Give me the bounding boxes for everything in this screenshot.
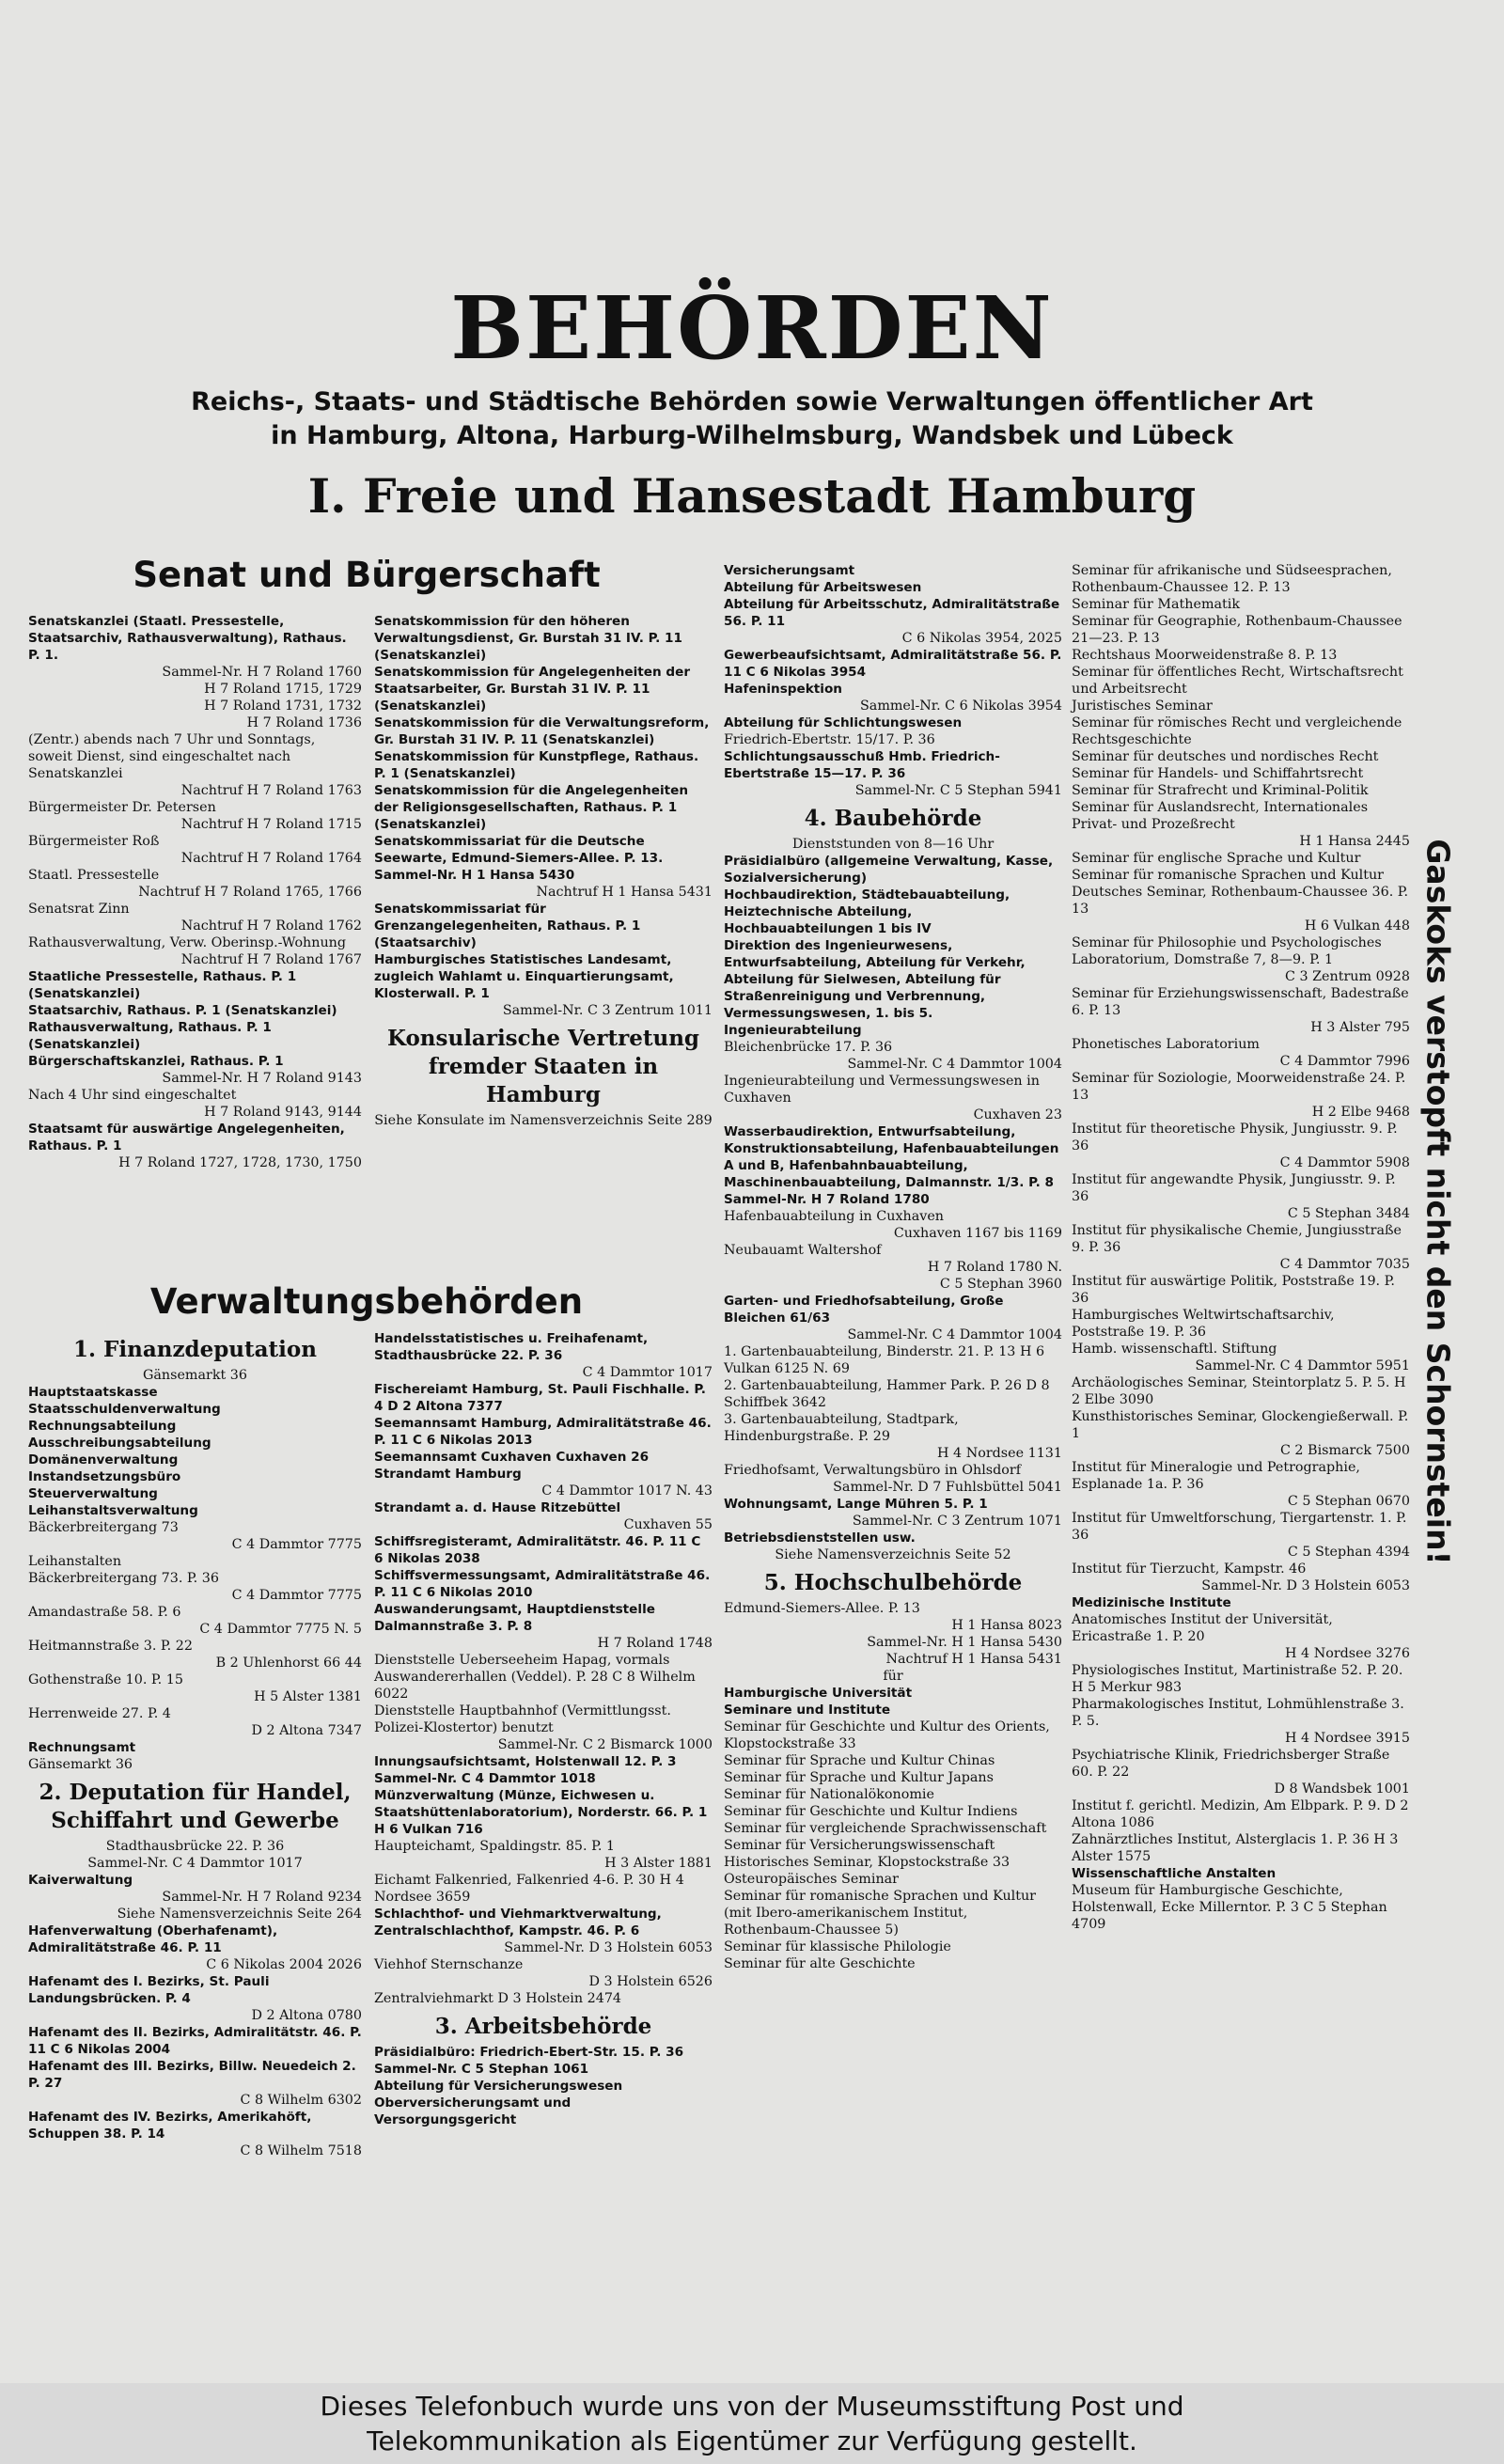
directory-entry: Nachtruf H 7 Roland 1715 [180,817,362,832]
directory-entry: Gänsemarkt 36 [142,1368,247,1383]
directory-entry: Sammel-Nr. C 4 Dammtor 1017 [87,1856,303,1871]
directory-entry: Instandsetzungsbüro [28,1469,181,1484]
directory-entry: Cuxhaven 55 [623,1517,713,1532]
directory-entry: Edmund-Siemers-Allee. P. 13 [724,1601,920,1616]
directory-entry: Kunsthistorisches Seminar, Glockengießerwall. P. 1 [1072,1409,1413,1441]
directory-entry: Senatskommission für die Angelegenheiten der Religionsgesellschaften, Rathaus. P. 1 (Senatskanzlei) [374,783,693,832]
directory-entry: Abteilung für Arbeitswesen [724,580,922,595]
directory-entry: C 4 Dammtor 1017 [582,1365,713,1380]
directory-entry: Seminar für Geschichte und Kultur des Orients, Klopstockstraße 33 [724,1719,1055,1751]
directory-entry: Archäologisches Seminar, Steintorplatz 5. P. 5. H 2 Elbe 3090 [1072,1375,1411,1407]
directory-entry: H 7 Roland 1727, 1728, 1730, 1750 [118,1155,362,1170]
directory-entry: Seminar für Sprache und Kultur Japans [724,1770,994,1785]
directory-entry: Heitmannstraße 3. P. 22 [28,1639,193,1654]
directory-entry: Sammel-Nr. C 5 Stephan 5941 [854,783,1062,798]
directory-entry: Seminar für Versicherungswissenschaft [724,1838,995,1853]
directory-entry: Senatskommissariat für die Deutsche Seewarte, Edmund-Siemers-Allee. P. 13. Sammel-Nr. H 1 Hansa 5430 [374,834,668,883]
directory-entry: Seminar für deutsches und nordisches Recht [1072,749,1379,764]
directory-entry: für [883,1669,903,1684]
column-verwaltung-right [374,1330,716,2128]
footer-notice [0,2383,1504,2464]
directory-entry: Seemannsamt Cuxhaven Cuxhaven 26 [374,1450,650,1465]
directory-entry: D 8 Wandsbek 1001 [1274,1781,1410,1797]
directory-entry: Sammel-Nr. D 3 Holstein 6053 [504,1940,713,1955]
directory-entry: Seminar für Auslandsrecht, Internationales Privat- und Prozeßrecht [1072,800,1372,832]
directory-entry: Nachtruf H 7 Roland 1762 [180,918,362,934]
directory-entry: Schiffsregisteramt, Admiralitätstr. 46. P. 11 C 6 Nikolas 2038 [374,1534,706,1566]
directory-entry: Gewerbeaufsichtsamt, Admiralitätstraße 56. P. 11 C 6 Nikolas 3954 [724,648,1067,680]
directory-entry: Strandamt a. d. Hause Ritzebüttel [374,1500,621,1515]
directory-entry: H 7 Roland 1715, 1729 [204,682,362,697]
directory-entry: Nachtruf H 7 Roland 1767 [180,952,362,967]
directory-entry: Wissenschaftliche Anstalten [1072,1866,1277,1881]
directory-entry: Phonetisches Laboratorium [1072,1037,1260,1052]
heading-verwaltung: Verwaltungsbehörden [149,1281,584,1322]
page-title: BEHÖRDEN [450,277,1054,379]
directory-entry: Sammel-Nr. C 2 Bismarck 1000 [497,1737,713,1752]
directory-entry: Osteuropäisches Seminar [724,1872,900,1887]
directory-entry: Schlachthof- und Viehmarktverwaltung, Zentralschlachthof, Kampstr. 46. P. 6 [374,1907,666,1938]
directory-entry: Neubauamt Waltershof [724,1243,882,1258]
directory-entry: Institut für theoretische Physik, Jungiusstr. 9. P. 36 [1072,1122,1402,1154]
directory-entry: H 4 Nordsee 3276 [1285,1646,1410,1661]
subtitle-line-1: Reichs-, Staats- und Städtische Behörden sowie Verwaltungen öffentlicher Art [191,387,1313,416]
directory-entry: Seminar für Strafrecht und Kriminal-Politik [1072,783,1369,798]
directory-entry: Institut für auswärtige Politik, Poststraße 19. P. 36 [1072,1274,1400,1306]
directory-entry: C 4 Dammtor 7775 N. 5 [199,1622,362,1637]
directory-entry: Rathausverwaltung, Rathaus. P. 1 (Senatskanzlei) [28,1020,276,1052]
directory-entry: Seminar für afrikanische und Südseesprachen, Rothenbaum-Chaussee 12. P. 13 [1072,563,1397,595]
directory-entry: Hafenbauabteilung in Cuxhaven [724,1209,944,1224]
directory-entry: Seminar für Philosophie und Psychologisches Laboratorium, Domstraße 7, 8—9. P. 1 [1072,935,1386,967]
footer-line-1: Dieses Telefonbuch wurde uns von der Museumsstiftung Post und [320,2391,1184,2422]
directory-entry: H 1 Hansa 2445 [1299,834,1410,849]
directory-entry: Institut für Mineralogie und Petrographie, Esplanade 1a. P. 36 [1072,1460,1365,1492]
directory-entry: Abteilung für Arbeitsschutz, Admiralitätstraße 56. P. 11 [724,597,1065,629]
directory-entry: Hamburgisches Statistisches Landesamt, zugleich Wahlamt u. Einquartierungsamt, Klosterwall. P. 1 [374,952,679,1001]
directory-entry: Deutsches Seminar, Rothenbaum-Chaussee 36. P. 13 [1072,885,1413,917]
directory-entry: Seminar für vergleichende Sprachwissenschaft [724,1821,1047,1836]
column-senat-left [28,613,362,1171]
directory-entry: H 1 Hansa 8023 [951,1618,1062,1633]
directory-entry: C 8 Wilhelm 6302 [240,2093,362,2108]
subtitle-line-2: in Hamburg, Altona, Harburg-Wilhelmsburg, Wandsbek und Lübeck [271,421,1233,450]
directory-entry: Staatsschuldenverwaltung [28,1402,221,1417]
directory-entry: Abteilung für Versicherungswesen Oberversicherungsamt und Versorgungsgericht [374,2079,627,2127]
directory-entry: Seminar für römisches Recht und vergleichende Rechtsgeschichte [1072,715,1406,747]
directory-entry: Dienststelle Ueberseeheim Hapag, vormals Auswandererhallen (Veddel). P. 28 C 8 Wilhelm 6022 [374,1653,700,1702]
directory-entry: Rathausverwaltung, Verw. Oberinsp.-Wohnung [28,935,347,950]
directory-entry: Historisches Seminar, Klopstockstraße 33 [724,1855,1010,1870]
directory-entry: Hafenamt des I. Bezirks, St. Pauli Landungsbrücken. P. 4 [28,1974,274,2006]
directory-entry: Zahnärztliches Institut, Alsterglacis 1. P. 36 H 3 Alster 1575 [1072,1832,1402,1864]
directory-entry: C 4 Dammtor 7035 [1279,1257,1410,1272]
directory-entry: Dienststunden von 8—16 Uhr [791,837,995,852]
directory-entry: Institut für angewandte Physik, Jungiusstr. 9. P. 36 [1072,1172,1401,1204]
column-right [1072,562,1414,1933]
directory-entry: Betriebsdienststellen usw. [724,1530,916,1546]
directory-entry: Hamburgisches Weltwirtschaftsarchiv, Poststraße 19. P. 36 [1072,1308,1340,1340]
directory-entry: C 8 Wilhelm 7518 [240,2143,362,2158]
directory-entry: Kaiverwaltung [28,1873,133,1888]
directory-entry: Nachtruf H 7 Roland 1765, 1766 [138,885,362,900]
directory-entry: C 6 Nikolas 2004 2026 [206,1957,362,1972]
directory-entry: Bäckerbreitergang 73. P. 36 [28,1571,219,1586]
directory-entry: Nachtruf H 1 Hansa 5431 [885,1652,1062,1667]
directory-entry: Seminar für romanische Sprachen und Kultur (mit Ibero-amerikanischem Institut, Rothenbaum-Chaussee 5) [724,1889,1041,1938]
directory-entry: Seminar für klassische Philologie [724,1939,951,1954]
directory-entry: 2. Gartenbauabteilung, Hammer Park. P. 26 D 8 Schiffbek 3642 [724,1378,1055,1410]
directory-entry: (Zentr.) abends nach 7 Uhr und Sonntags, soweit Dienst, sind eingeschaltet nach Senatskanzlei [28,732,320,781]
directory-entry: Direktion des Ingenieurwesens, Entwurfsabteilung, Abteilung für Verkehr, Abteilung für Sielwesen, Abteilung für Straßenreinigung und Verbrennung, Vermessungswesen, 1. bis 5. Ingenieurabteilung [724,938,1030,1038]
directory-entry: Sammel-Nr. H 7 Roland 1760 [162,665,362,680]
section-title: I. Freie und Hansestadt Hamburg [307,468,1197,524]
column-middle [724,562,1067,1972]
directory-entry: B 2 Uhlenhorst 66 44 [215,1656,362,1671]
directory-entry: Seminar für alte Geschichte [724,1956,916,1971]
directory-entry: Seminar für Geschichte und Kultur Indiens [724,1804,1018,1819]
subsection-heading: 3. Arbeitsbehörde [434,2014,652,2039]
directory-entry: Staatl. Pressestelle [28,868,160,883]
directory-entry: Eichamt Falkenried, Falkenried 4-6. P. 30 H 4 Nordsee 3659 [374,1873,689,1905]
directory-entry: Seminar für Mathematik [1072,597,1241,612]
directory-entry: Sammel-Nr. D 7 Fuhlsbüttel 5041 [833,1480,1062,1495]
directory-entry: H 3 Alster 795 [1310,1020,1410,1035]
directory-entry: H 5 Alster 1381 [254,1689,362,1704]
directory-entry: Institut für Tierzucht, Kampstr. 46 [1072,1562,1307,1577]
directory-entry: Stadthausbrücke 22. P. 36 [105,1839,285,1854]
directory-entry: H 2 Elbe 9468 [1311,1105,1410,1120]
directory-entry: Seminar für Geographie, Rothenbaum-Chaussee 21—23. P. 13 [1072,614,1407,646]
directory-entry: 1. Gartenbauabteilung, Binderstr. 21. P. 13 H 6 Vulkan 6125 N. 69 [724,1344,1049,1376]
directory-entry: Gothenstraße 10. P. 15 [28,1672,183,1687]
directory-entry: Präsidialbüro (allgemeine Verwaltung, Kasse, Sozialversicherung) [724,854,1058,886]
directory-entry: C 3 Zentrum 0928 [1284,969,1410,984]
directory-entry: Hafenverwaltung (Oberhafenamt), Admiralitätstraße 46. P. 11 [28,1923,282,1955]
directory-entry: Senatskommission für Angelegenheiten der Staatsarbeiter, Gr. Burstah 31 IV. P. 11 (Senatskanzlei) [374,665,695,714]
directory-entry: Hafenamt des IV. Bezirks, Amerikahöft, Schuppen 38. P. 14 [28,2110,317,2142]
directory-entry: Domänenverwaltung [28,1452,179,1467]
directory-entry: Seminar für Soziologie, Moorweidenstraße 24. P. 13 [1072,1071,1410,1103]
directory-entry: C 5 Stephan 0670 [1287,1494,1410,1509]
directory-entry: Sammel-Nr. C 3 Zentrum 1071 [852,1514,1062,1529]
directory-entry: Amandastraße 58. P. 6 [28,1605,181,1620]
directory-entry: Seminare und Institute [724,1703,891,1718]
directory-entry: H 7 Roland 9143, 9144 [204,1105,362,1120]
directory-entry: Sammel-Nr. H 1 Hansa 5430 [867,1635,1062,1650]
directory-entry: Nachtruf H 7 Roland 1764 [180,851,362,866]
directory-entry: Garten- und Friedhofsabteilung, Große Bleichen 61/63 [724,1294,1009,1326]
directory-entry: Wohnungsamt, Lange Mühren 5. P. 1 [724,1497,988,1512]
directory-entry: Institut für Umweltforschung, Tiergartenstr. 1. P. 36 [1072,1511,1411,1543]
directory-entry: Pharmakologisches Institut, Lohmühlenstraße 3. P. 5. [1072,1697,1409,1729]
directory-entry: C 4 Dammtor 7775 [231,1537,362,1552]
directory-entry: Siehe Konsulate im Namensverzeichnis Seite 289 [374,1113,713,1128]
directory-entry: Hauptstaatskasse [28,1385,158,1400]
directory-entry: C 4 Dammtor 7775 [231,1588,362,1603]
directory-entry: Viehhof Sternschanze [374,1957,524,1972]
directory-entry: Gänsemarkt 36 [28,1757,133,1772]
directory-entry: Versicherungsamt [724,563,855,578]
directory-entry: Innungsaufsichtsamt, Holstenwall 12. P. 3 Sammel-Nr. C 4 Dammtor 1018 [374,1754,682,1786]
directory-entry: C 4 Dammtor 1017 N. 43 [541,1483,713,1499]
directory-entry: Senatskommission für die Verwaltungsreform, Gr. Burstah 31 IV. P. 11 (Senatskanzlei) [374,715,714,747]
directory-entry: Bürgermeister Dr. Petersen [28,800,216,815]
directory-entry: H 7 Roland 1780 N. [927,1260,1062,1275]
directory-entry: Leihanstalten [28,1554,122,1569]
directory-entry: Strandamt Hamburg [374,1467,522,1482]
subsection-heading: Konsularische Vertretung fremder Staaten in Hamburg [386,1026,708,1107]
directory-entry: Sammel-Nr. C 6 Nikolas 3954 [860,698,1062,714]
directory-entry: Rechtshaus Moorweidenstraße 8. P. 13 [1072,648,1338,663]
directory-entry: Ausschreibungsabteilung [28,1436,212,1451]
directory-entry: D 2 Altona 7347 [251,1723,362,1738]
directory-entry: Physiologisches Institut, Martinistraße 52. P. 20. H 5 Merkur 983 [1072,1663,1407,1695]
directory-entry: Sammel-Nr. H 7 Roland 9234 [162,1890,362,1905]
column-senat-right [374,613,713,1129]
directory-entry: H 4 Nordsee 3915 [1285,1731,1410,1746]
directory-entry: C 4 Dammtor 5908 [1279,1155,1410,1170]
directory-entry: Cuxhaven 23 [973,1107,1062,1122]
directory-entry: Senatskommissariat für Grenzangelegenheiten, Rathaus. P. 1 (Staatsarchiv) [374,902,646,950]
directory-entry: Museum für Hamburgische Geschichte, Holstenwall, Ecke Millerntor. P. 3 C 5 Stephan 4709 [1072,1883,1392,1932]
directory-entry: Seminar für Sprache und Kultur Chinas [724,1753,995,1768]
directory-entry: Hafenamt des III. Bezirks, Billw. Neuedeich 2. P. 27 [28,2059,361,2091]
directory-entry: Bäckerbreitergang 73 [28,1520,179,1535]
directory-entry: Ingenieurabteilung und Vermessungswesen in Cuxhaven [724,1074,1044,1106]
directory-entry: H 6 Vulkan 448 [1304,918,1410,934]
directory-entry: Nach 4 Uhr sind eingeschaltet [28,1088,237,1103]
directory-entry: Präsidialbüro: Friedrich-Ebert-Str. 15. P. 36 Sammel-Nr. C 5 Stephan 1061 [374,2045,688,2077]
directory-entry: Herrenweide 27. P. 4 [28,1706,171,1721]
column-verwaltung-left [28,1330,367,2159]
directory-entry: 3. Gartenbauabteilung, Stadtpark, Hindenburgstraße. P. 29 [724,1412,964,1444]
subsection-heading: 5. Hochschulbehörde [763,1570,1023,1595]
vertical-advertisement-text: Gaskoks verstopft nicht den Schornstein! [1419,838,1457,1565]
vertical-advertisement [1418,816,1459,1587]
directory-entry: Zentralviehmarkt D 3 Holstein 2474 [374,1991,622,2006]
directory-entry: Seminar für öffentliches Recht, Wirtschaftsrecht und Arbeitsrecht [1072,665,1408,697]
directory-entry: H 7 Roland 1736 [246,715,362,730]
directory-entry: Auswanderungsamt, Hauptdienststelle Dalmannstraße 3. P. 8 [374,1602,660,1634]
heading-senat: Senat und Bürgerschaft [133,555,601,595]
directory-entry: C 5 Stephan 3960 [939,1277,1062,1292]
directory-entry: Institut f. gerichtl. Medizin, Am Elbpark. P. 9. D 2 Altona 1086 [1072,1798,1413,1830]
directory-entry: Schiffsvermessungsamt, Admiralitätstraße 46. P. 11 C 6 Nikolas 2010 [374,1568,715,1600]
directory-entry: Siehe Namensverzeichnis Seite 264 [117,1907,362,1922]
directory-entry: C 4 Dammtor 7996 [1279,1054,1410,1069]
directory-entry: Dienststelle Hauptbahnhof (Vermittlungsst. Polizei-Klostertor) benutzt [374,1703,676,1735]
subsection-heading: 2. Deputation für Handel, Schiffahrt und Gewerbe [39,1780,359,1833]
directory-entry: D 2 Altona 0780 [251,2008,362,2023]
directory-entry: Münzverwaltung (Münze, Eichwesen u. Staatshüttenlaboratorium), Norderstr. 66. P. 1 H 6 Vulkan 716 [374,1788,713,1837]
directory-entry: Seminar für Erziehungswissenschaft, Badestraße 6. P. 13 [1072,986,1414,1018]
directory-entry: Abteilung für Schlichtungswesen [724,715,963,730]
directory-entry: Seminar für Handels- und Schiffahrtsrecht [1072,766,1364,781]
directory-entry: C 5 Stephan 3484 [1287,1206,1410,1221]
footer-line-2: Telekommunikation als Eigentümer zur Verfügung gestellt. [367,2425,1137,2456]
directory-entry: Steuerverwaltung [28,1486,158,1501]
directory-entry: Hamb. wissenschaftl. Stiftung [1072,1342,1277,1357]
directory-entry: Staatsamt für auswärtige Angelegenheiten, Rathaus. P. 1 [28,1122,350,1154]
directory-entry: H 3 Alster 1881 [604,1856,713,1871]
directory-entry: Seminar für englische Sprache und Kultur [1072,851,1361,866]
directory-entry: Siehe Namensverzeichnis Seite 52 [775,1547,1011,1562]
directory-entry: Bleichenbrücke 17. P. 36 [724,1040,893,1055]
directory-entry: Hochbaudirektion, Städtebauabteilung, Heiztechnische Abteilung, Hochbauabteilungen 1 bis IV [724,887,1014,936]
directory-entry: Hafenamt des II. Bezirks, Admiralitätstr. 46. P. 11 C 6 Nikolas 2004 [28,2025,367,2057]
directory-entry: C 2 Bismarck 7500 [1279,1443,1410,1458]
directory-entry: Sammel-Nr. H 7 Roland 9143 [162,1071,362,1086]
directory-entry: Nachtruf H 1 Hansa 5431 [536,885,713,900]
directory-entry: Cuxhaven 1167 bis 1169 [893,1226,1062,1241]
directory-entry: Sammel-Nr. C 3 Zentrum 1011 [502,1003,713,1018]
directory-entry: Handelsstatistisches u. Freihafenamt, Stadthausbrücke 22. P. 36 [374,1331,652,1363]
directory-entry: Fischereiamt Hamburg, St. Pauli Fischhalle. P. 4 D 2 Altona 7377 [374,1382,711,1414]
directory-entry: Institut für physikalische Chemie, Jungiusstraße 9. P. 36 [1072,1223,1406,1255]
directory-entry: Psychiatrische Klinik, Friedrichsberger Straße 60. P. 22 [1072,1748,1394,1780]
directory-entry: Rechnungsamt [28,1740,136,1755]
directory-entry: Anatomisches Institut der Universität, Ericastraße 1. P. 20 [1072,1612,1338,1644]
directory-entry: Wasserbaudirektion, Entwurfsabteilung, Konstruktionsabteilung, Hafenbauabteilungen A und B, Hafenbahnbauabteilung, Maschinenbauabteilung, Dalmannstr. 1/3. P. 8 Sammel-Nr. H 7 Roland 1780 [724,1124,1064,1207]
directory-entry: D 3 Holstein 6526 [588,1974,713,1989]
directory-entry: Seminar für Nationalökonomie [724,1787,934,1802]
directory-entry: Sammel-Nr. D 3 Holstein 6053 [1201,1578,1410,1593]
directory-entry: H 7 Roland 1731, 1732 [204,698,362,714]
directory-entry: C 6 Nikolas 3954, 2025 [901,631,1062,646]
directory-entry: Staatliche Pressestelle, Rathaus. P. 1 (Senatskanzlei) [28,969,301,1001]
directory-entry: Bürgerschaftskanzlei, Rathaus. P. 1 [28,1054,284,1069]
directory-entry: Friedrich-Ebertstr. 15/17. P. 36 [724,732,935,747]
directory-entry: Senatskommission für den höheren Verwaltungsdienst, Gr. Burstah 31 IV. P. 11 (Senatskanzlei) [374,614,687,663]
directory-entry: Medizinische Institute [1072,1595,1231,1610]
directory-entry: H 4 Nordsee 1131 [937,1446,1062,1461]
directory-entry: Seemannsamt Hamburg, Admiralitätstraße 46. P. 11 C 6 Nikolas 2013 [374,1416,716,1448]
directory-entry: Nachtruf H 7 Roland 1763 [180,783,362,798]
directory-entry: Senatsrat Zinn [28,902,130,917]
directory-entry: Hamburgische Universität [724,1686,913,1701]
directory-entry: Staatsarchiv, Rathaus. P. 1 (Senatskanzlei) [28,1003,337,1018]
directory-entry: Bürgermeister Roß [28,834,160,849]
directory-entry: Seminar für romanische Sprachen und Kultur [1072,868,1385,883]
directory-entry: Rechnungsabteilung [28,1419,177,1434]
directory-entry: Leihanstaltsverwaltung [28,1503,198,1518]
directory-entry: Sammel-Nr. C 4 Dammtor 1004 [847,1327,1062,1342]
directory-entry: Senatskommission für Kunstpflege, Rathaus. P. 1 (Senatskanzlei) [374,749,703,781]
directory-entry: Hafeninspektion [724,682,842,697]
directory-entry: Haupteichamt, Spaldingstr. 85. P. 1 [374,1839,616,1854]
directory-entry: H 7 Roland 1748 [597,1636,713,1651]
directory-entry: Senatskanzlei (Staatl. Pressestelle, Staatsarchiv, Rathausverwaltung), Rathaus. P. 1. [28,614,352,663]
directory-entry: Schlichtungsausschuß Hmb. Friedrich-Ebertstraße 15—17. P. 36 [724,749,1000,781]
directory-entry: C 5 Stephan 4394 [1287,1545,1410,1560]
subsection-heading: 1. Finanzdeputation [73,1337,317,1362]
directory-entry: Sammel-Nr. C 4 Dammtor 5951 [1195,1358,1410,1373]
directory-entry: Sammel-Nr. C 4 Dammtor 1004 [847,1057,1062,1072]
subsection-heading: 4. Baubehörde [804,806,982,831]
directory-entry: Juristisches Seminar [1072,698,1213,714]
directory-entry: Friedhofsamt, Verwaltungsbüro in Ohlsdorf [724,1463,1021,1478]
